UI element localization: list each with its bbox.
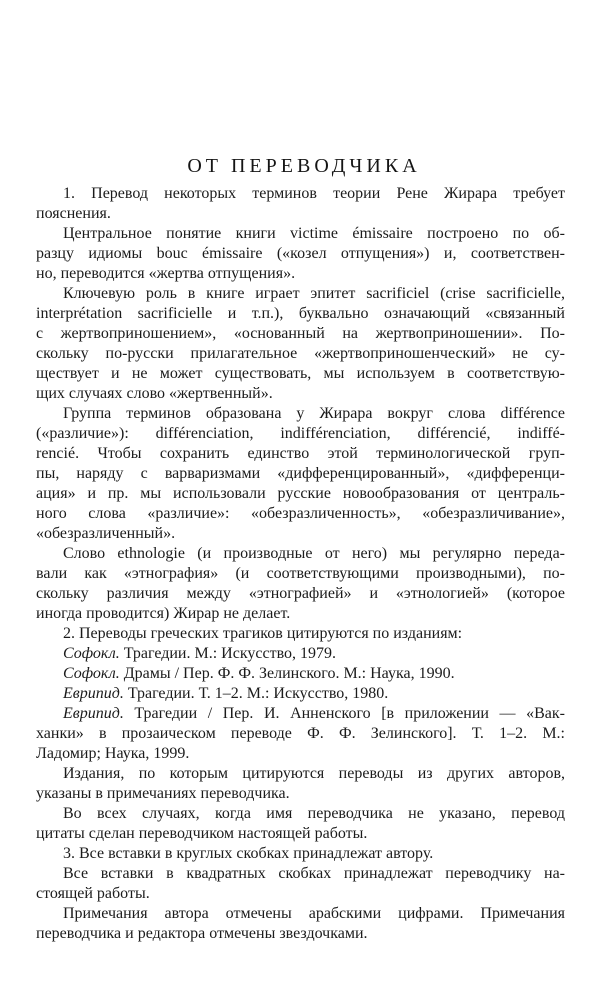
text-line: разцу идиомы bouc émissaire («козел отпущения») и, соответствен- <box>36 245 565 262</box>
paragraph <box>36 684 565 704</box>
text-line: с жертвоприношением», «основанный на жертвоприношении». По- <box>36 325 565 342</box>
paragraph <box>36 644 565 664</box>
text-line: пояснения. <box>36 205 111 222</box>
text-line: Слово ethnologie (и производные от него) мы регулярно переда- <box>63 545 565 562</box>
text-line: 2. Переводы греческих трагиков цитируются по изданиям: <box>63 625 463 642</box>
text-line: Все вставки в квадратных скобках принадлежат переводчику на- <box>63 865 565 882</box>
paragraph <box>36 404 565 544</box>
text-line: иногда проводится) Жирар не делает. <box>36 605 291 622</box>
text-line: rencié. Чтобы сохранить единство этой терминологической груп- <box>36 445 565 462</box>
text-line: 3. Все вставки в круглых скобках принадлежат автору. <box>63 845 434 862</box>
text-line: пы, наряду с варваризмами «дифференцированный», «дифференци- <box>36 465 565 482</box>
paragraph <box>36 764 565 804</box>
paragraph <box>36 844 565 864</box>
text-line: Группа терминов образована у Жирара вокруг слова différence <box>63 405 565 422</box>
paragraph <box>36 544 565 624</box>
text-line: ханки» в прозаическом переводе Ф. Ф. Зелинского]. Т. 1–2. М.: <box>36 725 565 742</box>
author-name: Еврипид. <box>63 685 124 702</box>
text-line: «обезразличенный». <box>36 525 176 542</box>
text-line: ществует и не может существовать, мы используем в соответствую- <box>36 365 565 382</box>
text-line: Примечания автора отмечены арабскими цифрами. Примечания <box>63 905 565 922</box>
text-line: Еврипид. Трагедии / Пер. И. Анненского [в приложении — «Вак- <box>63 705 565 722</box>
text-line: но, переводится «жертва отпущения». <box>36 265 296 282</box>
text-line: стоящей работы. <box>36 885 150 902</box>
text-line: Издания, по которым цитируются переводы из других авторов, <box>63 765 565 782</box>
text-line: Еврипид. Трагедии. Т. 1–2. М.: Искусство, 1980. <box>63 685 389 702</box>
text-line: переводчика и редактора отмечены звездочками. <box>36 925 368 942</box>
text-line: ного слова «различие»: «обезразличенность», «обезразличивание», <box>36 505 565 522</box>
author-name: Софокл. <box>63 665 120 682</box>
text-body <box>36 184 565 944</box>
text-line: ация» и пр. мы использовали русские новообразования от централь- <box>36 485 565 502</box>
paragraph <box>36 804 565 844</box>
text-line: указаны в примечаниях переводчика. <box>36 785 290 802</box>
paragraph <box>36 864 565 904</box>
text-line: щих случаях слово «жертвенный». <box>36 385 273 402</box>
paragraph <box>36 664 565 684</box>
author-name: Еврипид. <box>63 705 124 722</box>
text-line: Центральное понятие книги victime émissaire построено по об- <box>63 225 565 242</box>
paragraph <box>36 624 565 644</box>
text-line: Ладомир; Наука, 1999. <box>36 745 190 762</box>
text-line: Софокл. Драмы / Пер. Ф. Ф. Зелинского. М.: Наука, 1990. <box>63 665 455 682</box>
paragraph <box>36 224 565 284</box>
text-line: Во всех случаях, когда имя переводчика не указано, перевод <box>63 805 565 822</box>
author-name: Софокл. <box>63 645 120 662</box>
text-line: Софокл. Трагедии. М.: Искусство, 1979. <box>63 645 337 662</box>
paragraph <box>36 704 565 764</box>
paragraph <box>36 904 565 944</box>
text-line: скольку по-русски прилагательное «жертвоприношенческий» не су- <box>36 345 565 362</box>
page-title: ОТ ПЕРЕВОДЧИКА <box>187 155 421 178</box>
text-line: interprétation sacrificielle и т.п.), буквально означающий «связанный <box>36 305 565 322</box>
text-line: 1. Перевод некоторых терминов теории Рене Жирара требует <box>63 185 565 202</box>
paragraph <box>36 184 565 224</box>
paragraph <box>36 284 565 404</box>
text-line: («различие»): différenciation, indifférenciation, différencié, indiffé- <box>36 425 565 442</box>
text-line: цитаты сделан переводчиком настоящей работы. <box>36 825 368 842</box>
text-line: вали как «этнография» (и соответствующими производными), по- <box>36 565 565 582</box>
text-line: скольку различия между «этнографией» и «этнологией» (которое <box>36 585 565 602</box>
text-line: Ключевую роль в книге играет эпитет sacrificiel (crise sacrificielle, <box>63 285 565 302</box>
